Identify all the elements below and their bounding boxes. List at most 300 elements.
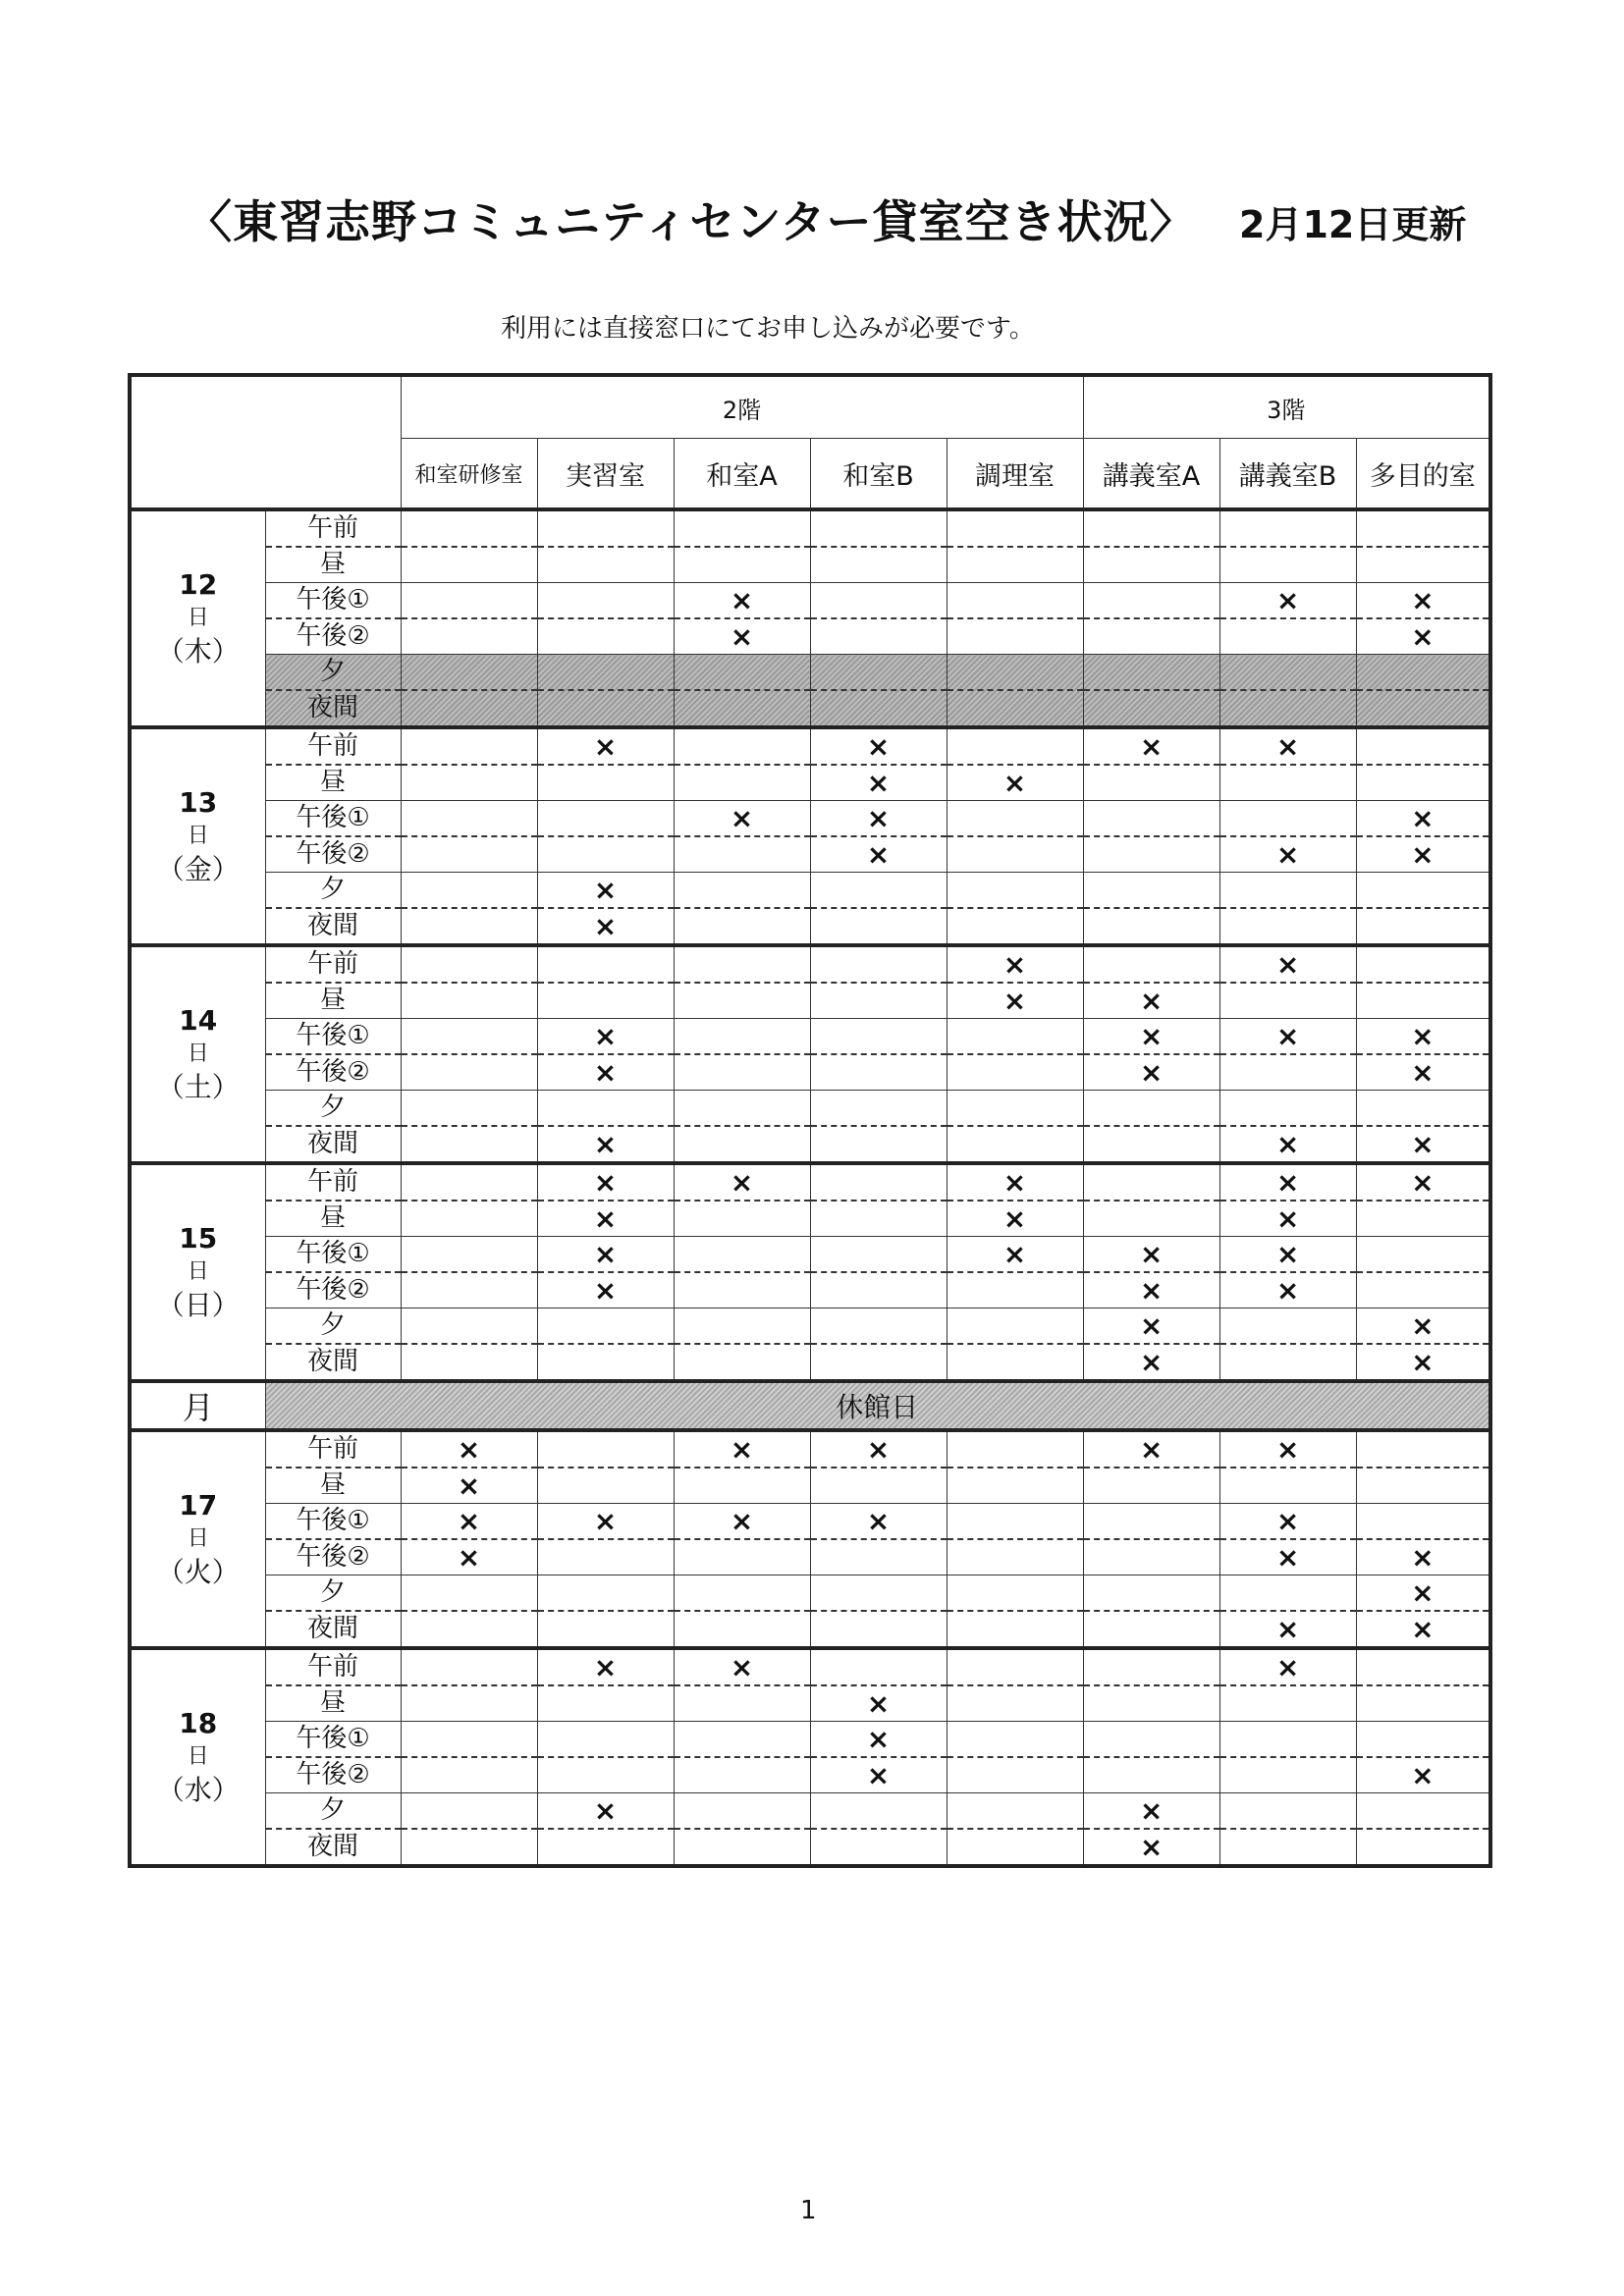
booked-mark [402,729,537,766]
booked-mark [947,691,1083,725]
booked-mark [402,1091,537,1127]
slot-name: 午後① [266,1722,401,1758]
booked-mark [947,1650,1083,1686]
booked-mark [675,1540,810,1575]
booked-mark [675,766,810,800]
booked-mark [675,1127,810,1161]
booked-mark [402,837,537,872]
booked-mark [1357,1237,1489,1273]
booked-mark [1357,837,1489,872]
time-slot-label [265,1237,401,1308]
booked-mark [947,947,1083,984]
booked-mark [1220,801,1356,837]
availability-cell [947,655,1083,728]
booked-mark [1357,729,1489,766]
booked-x: × [1275,837,1300,871]
booked-x: × [593,1650,618,1683]
booked-mark [947,1019,1083,1055]
availability-cell [1219,655,1356,728]
booked-x: × [1275,1237,1300,1270]
booked-mark [402,1722,537,1758]
availability-cell [674,801,810,873]
booked-mark [538,1165,674,1201]
booked-mark [402,548,537,582]
booked-x: × [730,1165,754,1199]
booked-mark [1357,1345,1489,1379]
booked-mark [811,1237,947,1273]
time-slot-label [265,1575,401,1649]
booked-x: × [1002,984,1027,1017]
booked-mark [675,583,810,619]
booked-mark [1084,1575,1219,1612]
booked-mark [1220,1127,1356,1161]
availability-cell [1083,873,1219,946]
booked-mark [1220,837,1356,872]
booked-mark [947,837,1083,872]
room-header: 調理室 [947,439,1083,510]
booked-mark [402,873,537,909]
table-row [130,1504,1490,1575]
booked-mark [538,1308,674,1345]
availability-cell [947,945,1083,1019]
availability-cell [1356,1793,1490,1867]
booked-mark [1220,1055,1356,1090]
booked-mark [811,801,947,837]
booked-mark [811,1686,947,1721]
slot-name: 午後① [266,583,401,619]
availability-cell [1356,1504,1490,1575]
table-row [130,1091,1490,1164]
booked-mark [811,1758,947,1792]
booked-mark [538,837,674,872]
availability-cell [537,655,674,728]
availability-cell [947,1091,1083,1164]
booked-mark [1220,1758,1356,1792]
booked-mark [402,1273,537,1308]
booked-mark [1357,1432,1489,1468]
booked-x: × [1411,1055,1435,1089]
day-number: 13 [179,786,218,819]
booked-mark [675,1019,810,1055]
table-row [130,509,1490,583]
closed-month-label: 月 [130,1381,265,1430]
availability-cell [401,583,537,655]
page-title: 〈東習志野コミュニティセンター貸室空き状況〉 [187,195,1196,248]
booked-mark [1084,1201,1219,1236]
availability-cell [1356,583,1490,655]
availability-cell [674,1308,810,1382]
booked-mark [402,1237,537,1273]
slot-name: 午前 [266,947,401,984]
floor-3-header: 3階 [1083,375,1490,439]
booked-mark [811,947,947,984]
day-suffix: 日 [187,606,209,630]
booked-x: × [1002,1237,1027,1270]
booked-mark [675,1575,810,1612]
availability-cell [1083,1504,1219,1575]
availability-cell [1219,945,1356,1019]
availability-cell [1083,801,1219,873]
booked-mark [1084,1504,1219,1540]
time-slot-label [265,801,401,873]
booked-mark [675,984,810,1018]
availability-cell [1356,1019,1490,1091]
booked-mark [675,1612,810,1646]
slot-name: 夜間 [306,1347,358,1376]
booked-mark [811,1504,947,1540]
slot-name: 夜間 [306,1129,358,1158]
booked-mark [675,1468,810,1503]
booked-x: × [593,1793,618,1827]
booked-mark [811,1201,947,1236]
booked-x: × [1411,1612,1435,1645]
booked-mark [1084,1091,1219,1127]
slot-name: 午後② [296,621,370,651]
booked-mark [675,1273,810,1308]
availability-cell [810,1575,947,1649]
availability-cell [1356,873,1490,946]
booked-mark [402,1612,537,1646]
booked-x: × [1002,947,1027,981]
availability-cell [1356,1648,1490,1722]
booked-x: × [593,1201,618,1235]
booked-x: × [730,1432,754,1466]
booked-mark [1220,1686,1356,1721]
availability-cell [1083,1648,1219,1722]
booked-x: × [1411,1540,1435,1574]
booked-mark [402,766,537,800]
booked-mark [402,691,537,725]
booked-mark [1220,1612,1356,1646]
availability-cell [1219,727,1356,801]
table-row [130,1648,1490,1722]
booked-mark [1220,909,1356,943]
availability-cell [1219,1504,1356,1575]
slot-name: 夜間 [306,1832,358,1861]
booked-mark [538,1504,674,1540]
booked-x: × [1411,1019,1435,1052]
booked-x: × [1411,1758,1435,1791]
booked-x: × [1411,837,1435,871]
booked-mark [402,1468,537,1503]
booked-mark [402,1650,537,1686]
day-suffix: 日 [187,1041,209,1066]
booked-mark [1220,548,1356,582]
availability-cell [674,583,810,655]
booked-mark [1084,1650,1219,1686]
booked-mark [1220,511,1356,548]
table-row [130,1722,1490,1793]
availability-cell [401,727,537,801]
slot-name: 夕 [266,1575,401,1612]
availability-cell [401,655,537,728]
booked-mark [1220,1019,1356,1055]
time-slot-label [265,873,401,946]
booked-mark [947,1237,1083,1273]
booked-x: × [593,729,618,763]
availability-cell [401,1019,537,1091]
booked-mark [1084,729,1219,766]
booked-mark [947,619,1083,654]
booked-x: × [1275,1650,1300,1683]
booked-mark [402,655,537,691]
availability-cell [401,1091,537,1164]
availability-cell [401,509,537,583]
availability-cell [1083,945,1219,1019]
floor-2-header: 2階 [401,375,1083,439]
booked-mark [1220,984,1356,1018]
booked-mark [811,729,947,766]
booked-mark [402,1540,537,1575]
booked-mark [675,801,810,837]
booked-mark [538,1345,674,1379]
booked-mark [675,1165,810,1201]
day-suffix: 日 [187,1259,209,1284]
day-number: 12 [179,568,218,601]
slot-name: 午後② [296,839,370,869]
booked-mark [1084,1237,1219,1273]
booked-mark [1357,909,1489,943]
booked-mark [1220,1504,1356,1540]
availability-cell [947,1308,1083,1382]
booked-mark [538,583,674,619]
booked-mark [947,583,1083,619]
room-header: 多目的室 [1356,439,1490,510]
availability-cell [674,1091,810,1164]
slot-name: 昼 [319,550,346,579]
booked-mark [675,909,810,943]
booked-mark [675,1504,810,1540]
booked-mark [538,1127,674,1161]
booked-x: × [593,1273,618,1307]
booked-mark [538,1650,674,1686]
availability-cell [674,1019,810,1091]
booked-mark [675,1201,810,1236]
booked-x: × [730,1504,754,1537]
booked-x: × [1411,1575,1435,1609]
slot-name: 夜間 [306,693,358,722]
availability-cell [1219,1237,1356,1308]
updated-date: 2月12日更新 [1239,203,1467,246]
booked-mark [675,1237,810,1273]
time-slot-label [265,1019,401,1091]
availability-cell [1083,1722,1219,1793]
slot-name: 午前 [266,1650,401,1686]
time-slot-label [265,727,401,801]
booked-mark [1220,1575,1356,1612]
booked-mark [1220,1830,1356,1864]
availability-cell [1356,1091,1490,1164]
slot-name: 昼 [319,986,346,1015]
booked-mark [1084,1127,1219,1161]
booked-mark [1220,583,1356,619]
booked-mark [1220,947,1356,984]
availability-cell [1356,1430,1490,1504]
booked-x: × [593,1019,618,1052]
availability-cell [810,801,947,873]
day-label [130,1648,265,1866]
booked-mark [811,873,947,909]
booked-mark [1220,1722,1356,1758]
availability-cell [1083,727,1219,801]
booked-mark [538,729,674,766]
availability-cell [401,1237,537,1308]
booked-mark [402,1055,537,1090]
booked-mark [538,1237,674,1273]
booked-mark [1357,619,1489,654]
booked-x: × [866,1722,891,1755]
table-row [130,583,1490,655]
booked-mark [1084,1165,1219,1201]
booked-x: × [1411,1127,1435,1160]
booked-mark [947,1308,1083,1345]
availability-cell [1219,873,1356,946]
room-header: 実習室 [537,439,674,510]
availability-cell [810,655,947,728]
booked-mark [1357,1468,1489,1503]
availability-cell [1219,801,1356,873]
booked-mark [538,873,674,909]
booked-mark [538,1612,674,1646]
slot-name: 夕 [266,1308,401,1345]
booked-x: × [1275,583,1300,616]
booked-mark [811,1722,947,1758]
booked-mark [811,619,947,654]
booked-mark [1357,1758,1489,1792]
booked-mark [1357,1055,1489,1090]
booked-mark [1084,909,1219,943]
availability-cell [810,873,947,946]
booked-mark [811,1575,947,1612]
booked-mark [811,1055,947,1090]
booked-x: × [1139,1308,1164,1342]
booked-mark [1357,947,1489,984]
booked-mark [1357,1830,1489,1864]
booked-mark [538,1758,674,1792]
day-suffix: 日 [187,1744,209,1769]
corner-cell [130,375,401,509]
booked-mark [538,801,674,837]
availability-cell [1083,655,1219,728]
booked-mark [947,1758,1083,1792]
booked-mark [1084,947,1219,984]
availability-cell [401,1575,537,1649]
booked-mark [1220,1793,1356,1830]
booked-mark [811,984,947,1018]
slot-name: 夜間 [306,1614,358,1643]
booked-mark [1220,1091,1356,1127]
booked-x: × [1139,984,1164,1017]
booked-mark [538,655,674,691]
booked-mark [811,655,947,691]
day-label [130,509,265,727]
booked-mark [947,1830,1083,1864]
slot-name: 午後① [266,1504,401,1540]
booked-mark [538,1273,674,1308]
booked-x: × [866,1504,891,1537]
booked-x: × [1139,1055,1164,1089]
slot-name: 午後② [296,1760,370,1789]
booked-x: × [1139,1432,1164,1466]
booked-mark [1357,1127,1489,1161]
availability-cell [674,1722,810,1793]
booked-x: × [1139,1793,1164,1827]
booked-mark [1084,1686,1219,1721]
booked-mark [947,1091,1083,1127]
availability-cell [1356,801,1490,873]
booked-mark [1220,691,1356,725]
booked-x: × [1139,1019,1164,1052]
availability-cell [1219,1019,1356,1091]
availability-cell [947,583,1083,655]
booked-mark [402,1575,537,1612]
availability-cell [810,509,947,583]
booked-mark [538,1540,674,1575]
booked-x: × [866,801,891,834]
booked-mark [1220,1650,1356,1686]
availability-cell [1356,1575,1490,1649]
weekday: （土） [156,1071,240,1103]
day-label [130,1163,265,1381]
room-header: 講義室A [1083,439,1219,510]
booked-mark [538,984,674,1018]
availability-cell [537,945,674,1019]
booked-mark [538,1091,674,1127]
booked-mark [538,1468,674,1503]
availability-cell [674,727,810,801]
booked-mark [811,1345,947,1379]
table-row [130,1430,1490,1504]
availability-cell [674,1430,810,1504]
availability-cell [1219,1163,1356,1237]
slot-name: 午後② [296,1542,370,1572]
booked-mark [947,1686,1083,1721]
availability-cell [947,801,1083,873]
booked-mark [675,655,810,691]
booked-mark [1357,1165,1489,1201]
booked-mark [947,1504,1083,1540]
booked-mark [811,909,947,943]
booked-mark [538,1686,674,1721]
booked-x: × [1411,801,1435,834]
booked-mark [538,1722,674,1758]
weekday: （金） [156,853,240,885]
availability-cell [401,1793,537,1867]
availability-cell [1083,1237,1219,1308]
booked-mark [811,548,947,582]
time-slot-label [265,1308,401,1382]
slot-name: 午前 [266,1432,401,1468]
booked-mark [1357,1686,1489,1721]
availability-cell [947,1019,1083,1091]
availability-cell [1083,1308,1219,1382]
booked-mark [811,1650,947,1686]
booked-mark [947,909,1083,943]
booked-mark [538,1201,674,1236]
booked-mark [947,1055,1083,1090]
table-row [130,1308,1490,1382]
table-row [130,1237,1490,1308]
availability-cell [810,1722,947,1793]
room-header: 講義室B [1219,439,1356,510]
booked-x: × [730,801,754,834]
booked-mark [675,1432,810,1468]
booked-mark [402,1308,537,1345]
booked-mark [675,619,810,654]
booked-mark [1220,1468,1356,1503]
availability-cell [810,1648,947,1722]
availability-cell [674,509,810,583]
